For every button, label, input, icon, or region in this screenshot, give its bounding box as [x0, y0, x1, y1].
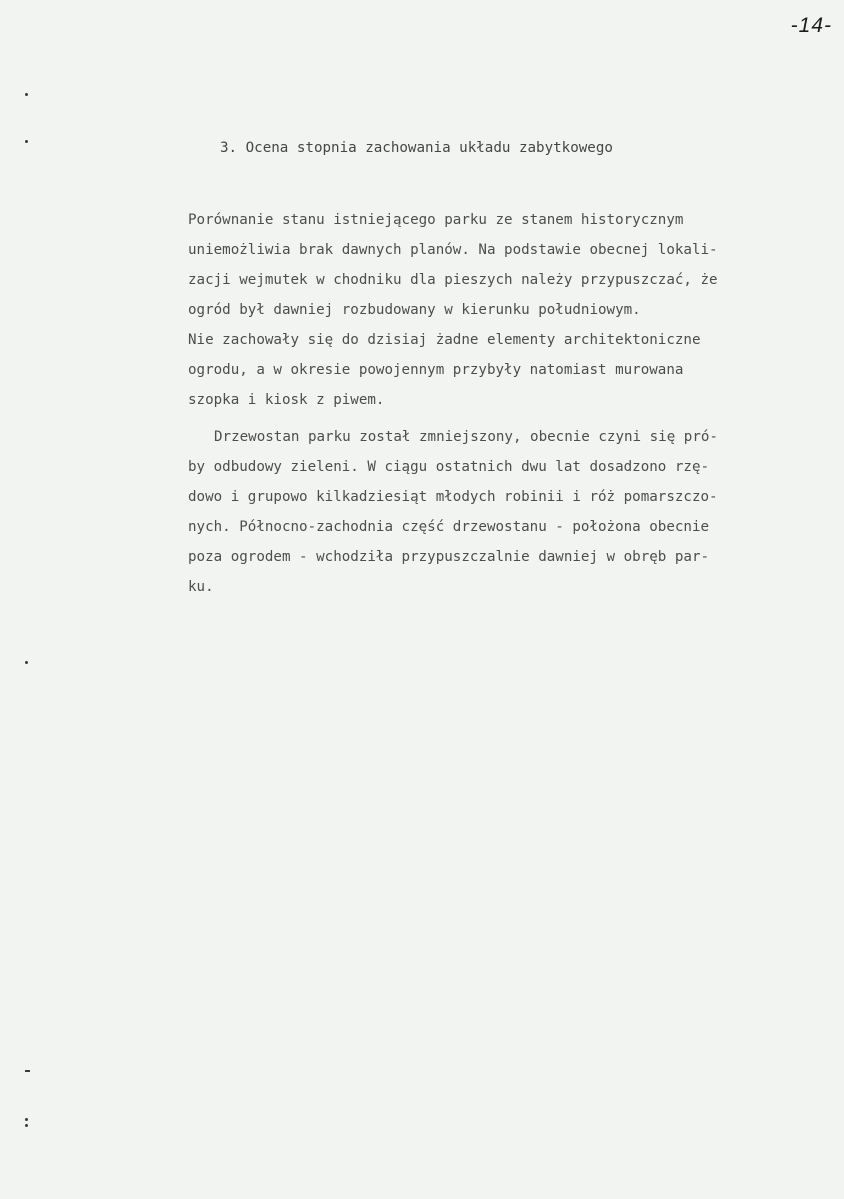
text-line: szopka i kiosk z piwem.	[188, 392, 385, 408]
body-text	[188, 205, 828, 602]
margin-mark	[25, 1124, 28, 1127]
text-line: ogród był dawniej rozbudowany w kierunku południowym.	[188, 302, 641, 318]
text-line: poza ogrodem - wchodziła przypuszczalnie dawniej w obręb par-	[188, 549, 710, 565]
text-line: Porównanie stanu istniejącego parku ze stanem historycznym	[188, 212, 684, 228]
text-line: by odbudowy zieleni. W ciągu ostatnich dwu lat dosadzono rzę-	[188, 459, 710, 475]
paragraph-1	[188, 205, 828, 325]
paragraph-3	[188, 422, 828, 602]
margin-mark	[25, 661, 28, 664]
text-line: zacji wejmutek w chodniku dla pieszych należy przypuszczać, że	[188, 272, 718, 288]
margin-mark	[25, 93, 28, 96]
text-line: ogrodu, a w okresie powojennym przybyły natomiast murowana	[188, 362, 684, 378]
text-line: nych. Północno-zachodnia część drzewostanu - położona obecnie	[188, 519, 710, 535]
text-line: dowo i grupowo kilkadziesiąt młodych robinii i róż pomarszczo-	[188, 489, 718, 505]
paragraph-2	[188, 325, 828, 415]
margin-mark	[25, 1070, 30, 1072]
margin-mark	[25, 1118, 28, 1121]
section-heading: 3. Ocena stopnia zachowania układu zabytkowego	[220, 140, 613, 156]
text-line: ku.	[188, 579, 214, 595]
margin-mark	[25, 140, 28, 143]
text-line: Nie zachowały się do dzisiaj żadne elementy architektoniczne	[188, 332, 701, 348]
text-line: Drzewostan parku został zmniejszony, obecnie czyni się pró-	[214, 429, 718, 445]
page-number: -14-	[790, 14, 832, 37]
text-line: uniemożliwia brak dawnych planów. Na podstawie obecnej lokali-	[188, 242, 718, 258]
